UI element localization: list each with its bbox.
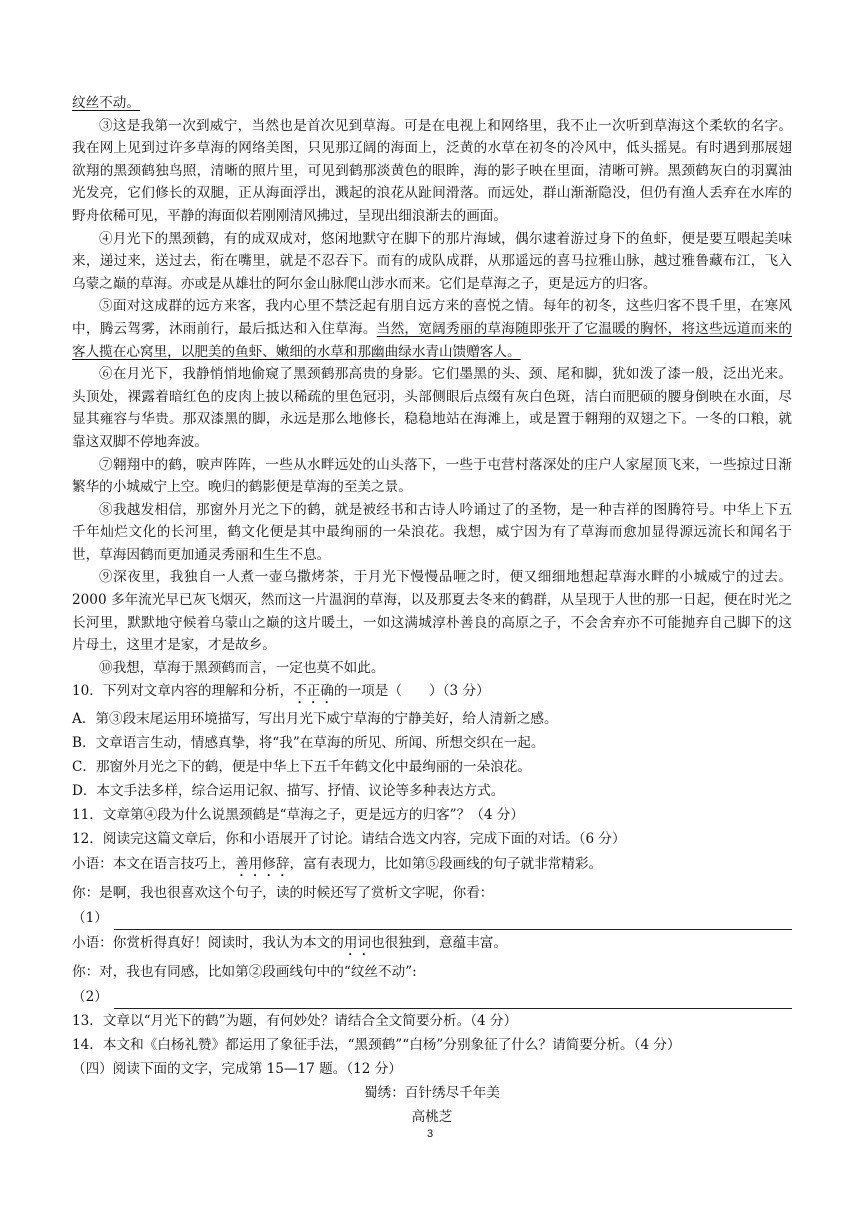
answer-blank-2[interactable] <box>72 985 792 1009</box>
question-12: 12．阅读完这篇文章后，你和小语展开了讨论。请结合选文内容，完成下面的对话。（6 分） <box>72 831 626 848</box>
paragraph-5 <box>72 295 792 363</box>
question-13: 13．文章以“月光下的鹤”为题，有何妙处？请结合全文简要分析。（4 分） <box>72 1013 518 1030</box>
dialog-xiaoyu-1-rest: ，富有表现力，比如第⑤段画线的句子就非常精彩。 <box>289 856 603 873</box>
page-number: 3 <box>426 1128 434 1140</box>
option-d: D．本文手法多样，综合运用记叙、描写、抒情、议论等多种表达方式。 <box>72 783 505 800</box>
question-14: 14．本文和《白杨礼赞》都运用了象征手法，“黑颈鹤”“白杨”分别象征了什么？请简要分析。（4 分） <box>72 1037 681 1054</box>
answer-blank-2-label: （2） <box>72 989 108 1006</box>
dialog-xiaoyu-2-rest: 也很独到，意蕴丰富。 <box>371 935 507 952</box>
answer-blank-1-label: （1） <box>72 910 108 927</box>
section-4-heading: （四）阅读下面的文字，完成第 15—17 题。（12 分） <box>72 1061 402 1078</box>
question-10 <box>72 679 792 707</box>
paragraph-2-tail: 纹丝不动。 <box>72 95 140 111</box>
article-title: 蜀绣：百针绣尽千年美 <box>364 1085 500 1102</box>
answer-line-1[interactable] <box>114 912 792 930</box>
paragraph-3: ③这是我第一次到威宁，当然也是首次见到草海。可是在电视上和网络里，我不止一次听到草海这个柔软的名字。我在网上见到过许多草海的网络美图，只见那辽阔的海面上，泛黄的水草在初冬的冷风中，低头摇晃。有时遇到那展翅欲翔的黑颈鹤独鸟照，清晰的照片里，可见到鹤那淡黄色的眼眸，海的影子映在里面，清晰可辨。黑颈鹤灰白的羽翼油光发亮，它们修长的双腿，正从海面浮出，溅起的浪花从趾间滑落。而远处，群山渐渐隐没，但仍有渔人丢弃在水库的野舟依稀可见，平静的海面似若刚刚清风拂过，呈现出细浪渐去的画面。 <box>72 117 792 224</box>
paragraph-5-underlined-sentence: 当然，宽阔秀丽的草海随即张开了它温暖的胸怀，将这些远道而来的客人揽在心窝里，以肥美的鱼虾、嫩细的水草和那幽曲绿水青山馈赠客人。 <box>72 320 793 360</box>
option-b: B．文章语言生动，情感真挚，将“我”在草海的所见、所闻、所想交织在一起。 <box>72 735 545 752</box>
dialog-xiaoyu-1-emphasis: 善用修辞 <box>235 856 290 873</box>
paragraph-10: ⑩我想，草海于黑颈鹤而言，一定也莫不如此。 <box>99 659 385 676</box>
question-10-text: 10．下列对文章内容的理解和分析， <box>72 683 294 700</box>
dialog-xiaoyu-2-emphasis: 用词 <box>343 935 372 952</box>
option-a: A．第③段末尾运用环境描写，写出月光下威宁草海的宁静美好，给人清新之感。 <box>72 711 558 728</box>
paragraph-5-text: ⑤面对这成群的远方来客，我内心里不禁泛起有朋自远方来的喜悦之情。每年的初冬，这些归客不畏千里，在寒风中，腾云驾雾，沐雨前行，最后抵达和入住草海。 <box>72 298 792 337</box>
dialog-you-1: 你：是啊，我也很喜欢这个句子，读的时候还写了赏析文字呢，你看： <box>72 885 494 902</box>
dialog-xiaoyu-2-text: 小语：你赏析得真好！阅读时，我认为本文的 <box>72 935 344 952</box>
paragraph-9: ⑨深夜里，我独自一人煮一壶乌撒烤茶，于月光下慢慢品咂之时，便又细细地想起草海水畔的小城威宁的过去。2000 多年流光早已灰飞烟灭，然而这一片温润的草海，以及那夏去冬来的鹤群，从呈现于人世的那一日起，便在时光之长河里，默默地守候着乌蒙山之巅的这片暖土，一如这满城淳朴善良的高原之子，不会舍弃亦不可能抛弃自己脚下的这片母土，这里才是家，才是故乡。 <box>72 569 792 654</box>
option-c: C．那窗外月光之下的鹤，便是中华上下五千年鹤文化中最绚丽的一朵浪花。 <box>72 759 531 776</box>
dialog-you-2: 你：对，我也有同感，比如第②段画线句中的“纹丝不动”: <box>72 964 417 981</box>
answer-blank-1[interactable] <box>72 906 792 930</box>
article-author: 高桃芝 <box>411 1109 453 1126</box>
question-10-emphasis: 不正确 <box>293 683 334 700</box>
dialog-xiaoyu-1 <box>72 851 792 880</box>
paragraph-4: ④月光下的黑颈鹤，有的成双成对，悠闲地默守在脚下的那片海域，偶尔逮着游过身下的鱼虾，便是要互喂起美味来，递过来，送过去，衔在嘴里，就是不忍吞下。而有的成队成群，从那遥远的喜马拉雅山脉，越过雅鲁藏布江，飞入乌蒙之巅的草海。亦或是从雄壮的阿尔金山脉爬山涉水而来。它们是草海之子，更是远方的归客。 <box>72 230 792 292</box>
dialog-xiaoyu-2 <box>72 930 792 959</box>
paragraph-8: ⑧我越发相信，那窗外月光之下的鹤，就是被经书和古诗人吟诵过了的圣物，是一种吉祥的图腾符号。中华上下五千年灿烂文化的长河里，鹤文化便是其中最绚丽的一朵浪花。我想，威宁因为有了草海而愈加显得源远流长和闻名于世，草海因鹤而更加通灵秀丽和生生不息。 <box>72 501 792 563</box>
answer-line-2[interactable] <box>114 991 792 1009</box>
paragraph-6: ⑥在月光下，我静悄悄地偷窥了黑颈鹤那高贵的身影。它们墨黑的头、颈、尾和脚，犹如泼了漆一般，泛出光来。头顶处，裸露着暗红色的皮肉上披以稀疏的里色冠羽，头部侧眼后点缀有灰白色斑，洁白而肥硕的腰身倒映在水面，尽显其雍容与华贵。那双漆黑的脚，永远是那么地修长，稳稳地站在海滩上，或是置于翱翔的双翅之下。一冬的口粮，就靠这双脚不停地奔波。 <box>72 366 792 450</box>
question-10-score: 的一项是（ ）（3 分） <box>333 683 490 700</box>
paragraph-7: ⑦翱翔中的鹤，唳声阵阵，一些从水畔远处的山头落下，一些于屯营村落深处的庄户人家屋顶飞来，一些掠过日渐繁华的小城威宁上空。晚归的鹤影便是草海的至美之景。 <box>72 456 792 496</box>
question-11: 11．文章第④段为什么说黑颈鹤是“草海之子，更是远方的归客”？（4 分） <box>72 807 524 824</box>
dialog-xiaoyu-1-text: 小语：本文在语言技巧上， <box>72 856 236 873</box>
exam-page <box>72 92 792 1129</box>
